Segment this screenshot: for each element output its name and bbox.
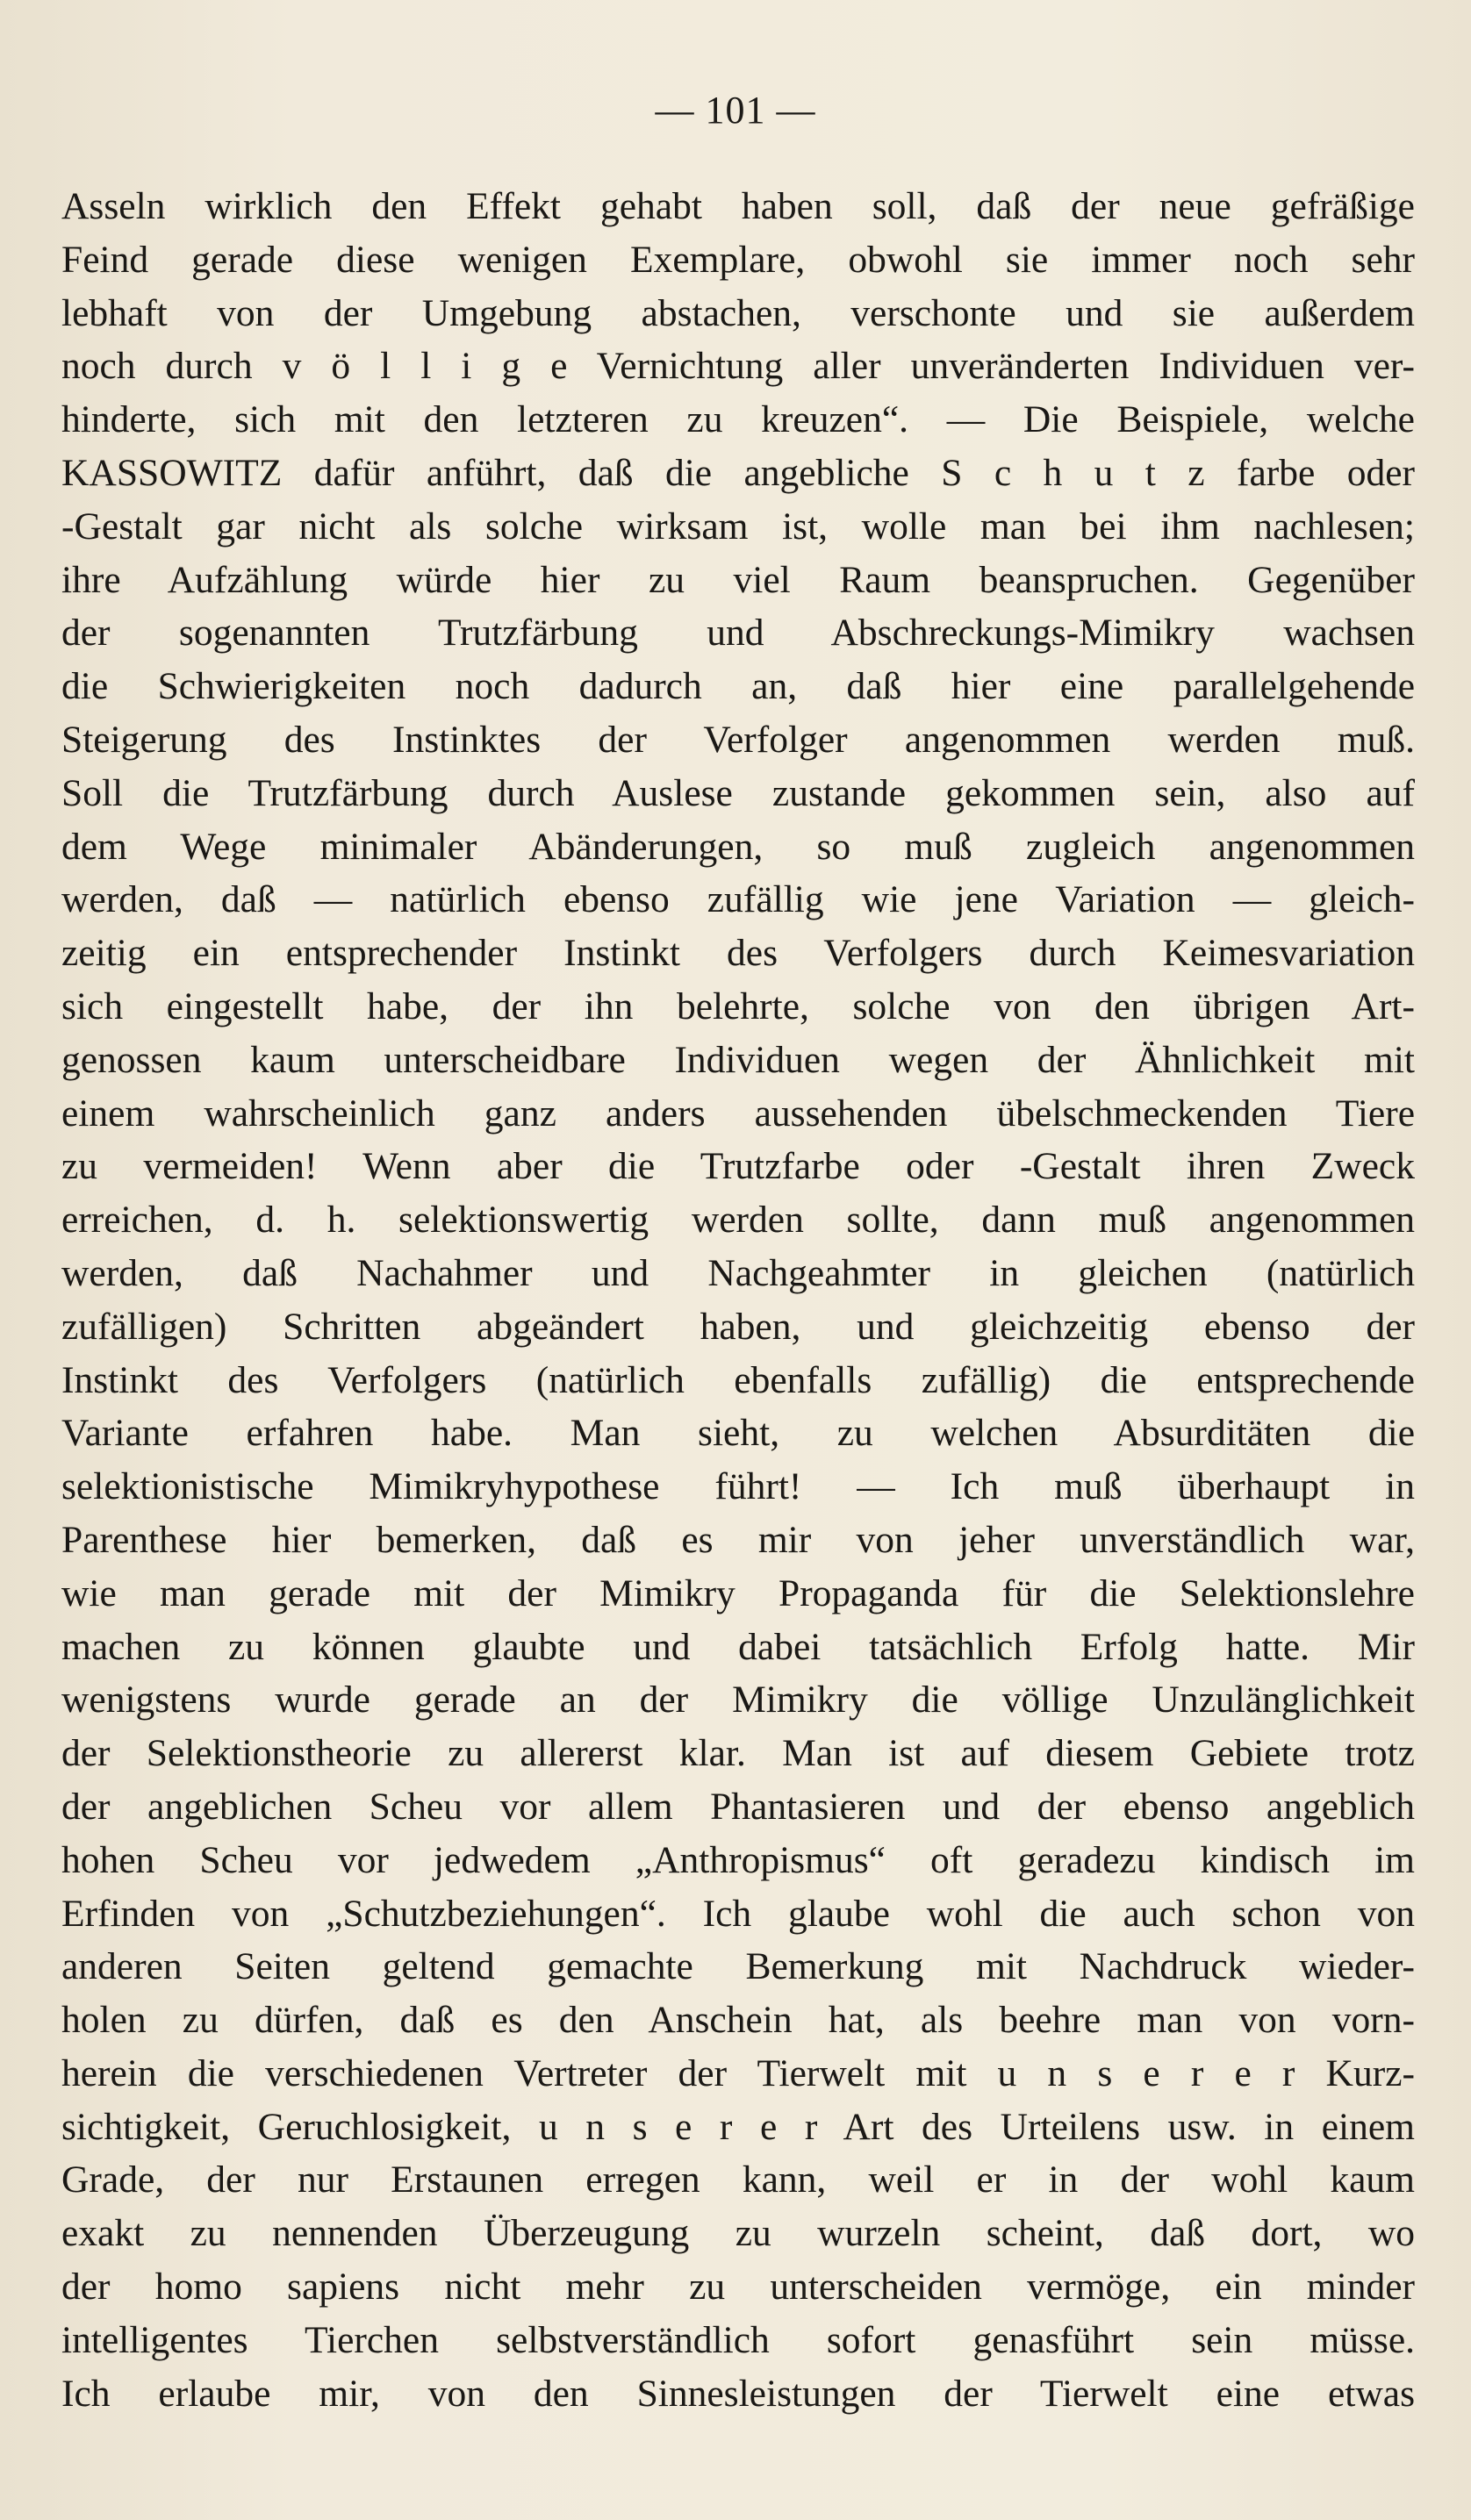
text-line: die Schwierigkeiten noch dadurch an, daß hier eine parallelgehende [61,665,1415,708]
text-line: hohen Scheu vor jedwedem „Anthropismus“ oft geradezu kindisch im [61,1838,1415,1881]
body-text [61,180,1415,2420]
text-line: Instinkt des Verfolgers (natürlich ebenfalls zufällig) die entsprechende [61,1358,1415,1401]
text-line: zeitig ein entsprechender Instinkt des Verfolgers durch Keimesvariation [61,932,1415,975]
text-line: -Gestalt gar nicht als solche wirksam ist, wolle man bei ihm nachlesen; [61,505,1415,548]
text-line: Variante erfahren habe. Man sieht, zu welchen Absurditäten die [61,1412,1415,1455]
text-line: erreichen, d. h. selektionswertig werden sollte, dann muß angenommen [61,1199,1415,1242]
text-line: Soll die Trutzfärbung durch Auslese zustande gekommen sein, also auf [61,771,1415,814]
text-line: der Selektionstheorie zu allererst klar. Man ist auf diesem Gebiete trotz [61,1732,1415,1775]
text-line: hinderte, sich mit den letzteren zu kreuzen“. — Die Beispiele, welche [61,398,1415,441]
text-line: werden, daß — natürlich ebenso zufällig wie jene Variation — gleich- [61,878,1415,921]
text-line: KASSOWITZ dafür anführt, daß die angebliche S c h u t z farbe oder [61,451,1415,494]
text-line: wenigstens wurde gerade an der Mimikry die völlige Unzulänglichkeit [61,1679,1415,1722]
text-line: lebhaft von der Umgebung abstachen, verschonte und sie außerdem [61,291,1415,334]
text-line: sichtigkeit, Geruchlosigkeit, u n s e r e r Art des Urteilens usw. in einem [61,2105,1415,2148]
text-line: werden, daß Nachahmer und Nachgeahmter in gleichen (natürlich [61,1251,1415,1294]
text-line: Grade, der nur Erstaunen erregen kann, weil er in der wohl kaum [61,2158,1415,2201]
text-line: Ich erlaube mir, von den Sinnesleistungen der Tierwelt eine etwas [61,2372,1415,2415]
text-line: wie man gerade mit der Mimikry Propaganda für die Selektionslehre [61,1571,1415,1614]
text-line: machen zu können glaubte und dabei tatsächlich Erfolg hatte. Mir [61,1625,1415,1668]
text-line: intelligentes Tierchen selbstverständlich sofort genasführt sein müsse. [61,2318,1415,2361]
text-line: ihre Aufzählung würde hier zu viel Raum beanspruchen. Gegenüber [61,558,1415,601]
text-line: exakt zu nennenden Überzeugung zu wurzeln scheint, daß dort, wo [61,2212,1415,2255]
text-line: der homo sapiens nicht mehr zu unterscheiden vermöge, ein minder [61,2266,1415,2309]
text-line: einem wahrscheinlich ganz anders aussehenden übelschmeckenden Tiere [61,1092,1415,1135]
text-line: der sogenannten Trutzfärbung und Abschreckungs-Mimikry wachsen [61,612,1415,655]
text-line: Parenthese hier bemerken, daß es mir von jeher unverständlich war, [61,1518,1415,1561]
text-line: herein die verschiedenen Vertreter der Tierwelt mit u n s e r e r Kurz- [61,2051,1415,2094]
text-line: dem Wege minimaler Abänderungen, so muß zugleich angenommen [61,825,1415,868]
text-line: noch durch v ö l l i g e Vernichtung aller unveränderten Individuen ver- [61,345,1415,388]
text-line: Asseln wirklich den Effekt gehabt haben soll, daß der neue gefräßige [61,185,1415,227]
text-line: holen zu dürfen, daß es den Anschein hat, als beehre man von vorn- [61,1999,1415,2042]
text-line: der angeblichen Scheu vor allem Phantasieren und der ebenso angeblich [61,1785,1415,1828]
text-line: Feind gerade diese wenigen Exemplare, obwohl sie immer noch sehr [61,238,1415,281]
text-line: genossen kaum unterscheidbare Individuen wegen der Ähnlichkeit mit [61,1038,1415,1081]
text-line: Steigerung des Instinktes der Verfolger angenommen werden muß. [61,718,1415,761]
text-line: zufälligen) Schritten abgeändert haben, und gleichzeitig ebenso der [61,1305,1415,1348]
text-line: anderen Seiten geltend gemachte Bemerkung mit Nachdruck wieder- [61,1945,1415,1988]
page-number-header: — 101 — [655,89,816,132]
text-line: zu vermeiden! Wenn aber die Trutzfarbe oder -Gestalt ihren Zweck [61,1145,1415,1188]
text-line: Erfinden von „Schutzbeziehungen“. Ich glaube wohl die auch schon von [61,1892,1415,1935]
text-line: selektionistische Mimikryhypothese führt! — Ich muß überhaupt in [61,1465,1415,1508]
text-line: sich eingestellt habe, der ihn belehrte, solche von den übrigen Art- [61,984,1415,1027]
